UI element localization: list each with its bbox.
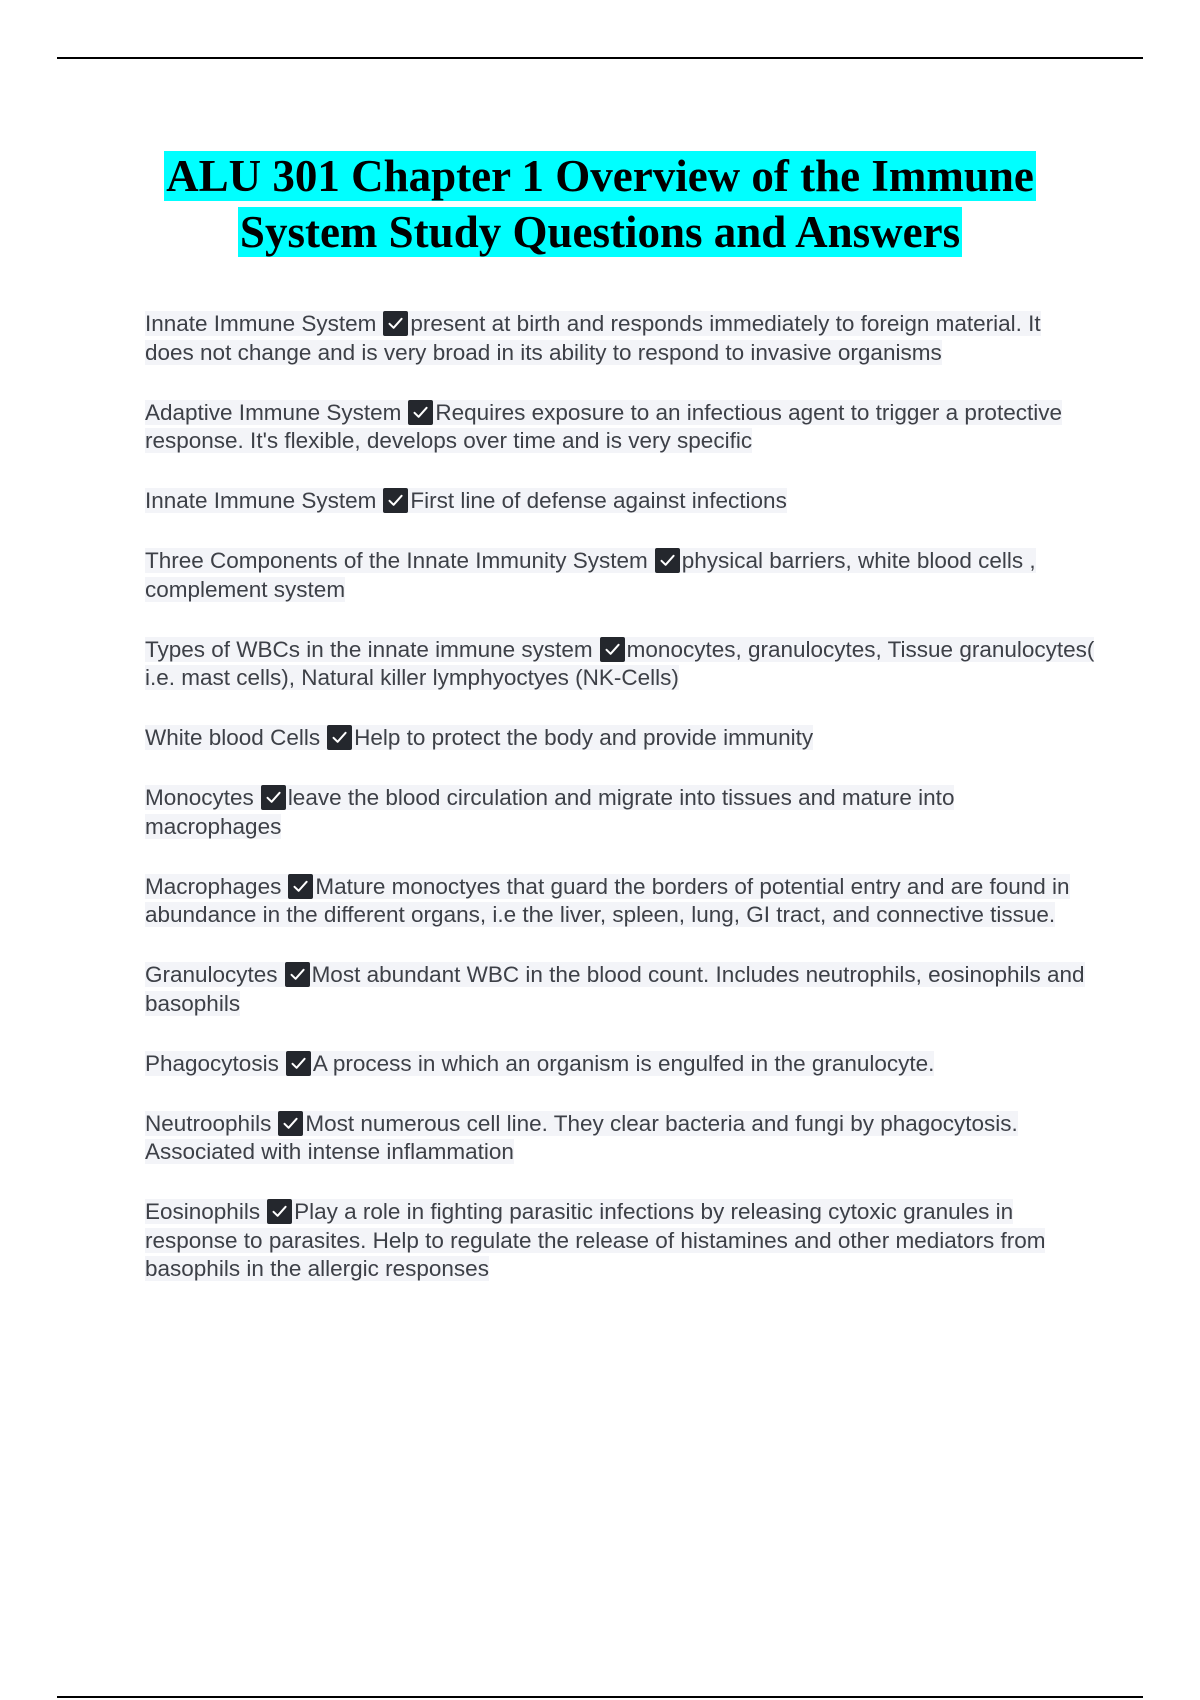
qa-item xyxy=(145,310,1095,367)
check-box-icon xyxy=(383,488,408,513)
qa-item xyxy=(145,547,1095,604)
footer-rule xyxy=(57,1696,1143,1698)
qa-answer: present at birth and responds immediately to foreign material. It does not change and is very broad in its ability to respond to invasive organisms xyxy=(145,311,1041,365)
qa-term: Types of WBCs in the innate immune system xyxy=(145,636,593,662)
qa-answer: Most abundant WBC in the blood count. Includes neutrophils, eosinophils and basophils xyxy=(145,962,1085,1016)
qa-item xyxy=(145,784,1095,841)
check-box-icon xyxy=(408,400,433,425)
qa-item xyxy=(145,1050,1095,1079)
qa-term: Innate Immune System xyxy=(145,311,377,336)
qa-term: Macrophages xyxy=(145,873,282,899)
qa-answer: physical barriers, white blood cells , complement system xyxy=(145,548,1036,602)
qa-list xyxy=(145,310,1095,1284)
check-box-icon xyxy=(383,311,408,336)
qa-term: Three Components of the Innate Immunity System xyxy=(145,548,648,573)
qa-item xyxy=(145,724,1095,753)
qa-term: Phagocytosis xyxy=(145,1050,279,1076)
check-box-icon xyxy=(285,962,310,987)
qa-term: Innate Immune System xyxy=(145,488,377,513)
qa-answer: First line of defense against infections xyxy=(410,488,787,513)
check-box-icon xyxy=(261,785,286,810)
check-box-icon xyxy=(267,1199,292,1224)
qa-answer: A process in which an organism is engulfed in the granulocyte. xyxy=(312,1050,935,1076)
qa-item xyxy=(145,873,1095,930)
document-title xyxy=(0,148,1200,260)
title-line-1: ALU 301 Chapter 1 Overview of the Immune xyxy=(166,151,1034,201)
qa-answer: leave the blood circulation and migrate into tissues and mature into macrophages xyxy=(145,785,955,839)
header-rule xyxy=(57,57,1143,59)
qa-item xyxy=(145,399,1095,456)
check-box-icon xyxy=(327,725,352,750)
qa-answer: Most numerous cell line. They clear bacteria and fungi by phagocytosis. Associated with intense inflammation xyxy=(145,1110,1018,1164)
qa-term: Monocytes xyxy=(145,785,254,810)
qa-answer: monocytes, granulocytes, Tissue granulocytes( i.e. mast cells), Natural killer lymphyoctyes (NK-Cells) xyxy=(145,636,1095,690)
qa-item xyxy=(145,961,1095,1018)
qa-term: Eosinophils xyxy=(145,1199,261,1224)
qa-item xyxy=(145,487,1095,516)
title-line-2: System Study Questions and Answers xyxy=(239,207,961,257)
check-box-icon xyxy=(600,637,625,662)
qa-item xyxy=(145,1198,1095,1284)
qa-answer: Play a role in fighting parasitic infections by releasing cytoxic granules in response to parasites. Help to regulate the release of histamines and other mediators from basophils in the allergic responses xyxy=(145,1199,1046,1281)
qa-term: Adaptive Immune System xyxy=(145,399,402,425)
qa-answer: Help to protect the body and provide immunity xyxy=(354,725,814,750)
qa-item xyxy=(145,1110,1095,1167)
qa-term: Neutroophils xyxy=(145,1110,272,1136)
qa-term: Granulocytes xyxy=(145,962,278,987)
qa-answer: Requires exposure to an infectious agent to trigger a protective response. It's flexible, develops over time and is very specific xyxy=(145,399,1062,453)
check-box-icon xyxy=(286,1051,311,1076)
check-box-icon xyxy=(655,548,680,573)
check-box-icon xyxy=(288,874,313,899)
check-box-icon xyxy=(278,1111,303,1136)
qa-item xyxy=(145,636,1095,693)
qa-term: White blood Cells xyxy=(145,725,321,750)
qa-answer: Mature monoctyes that guard the borders of potential entry and are found in abundance in the different organs, i.e the liver, spleen, lung, GI tract, and connective tissue. xyxy=(145,873,1070,927)
